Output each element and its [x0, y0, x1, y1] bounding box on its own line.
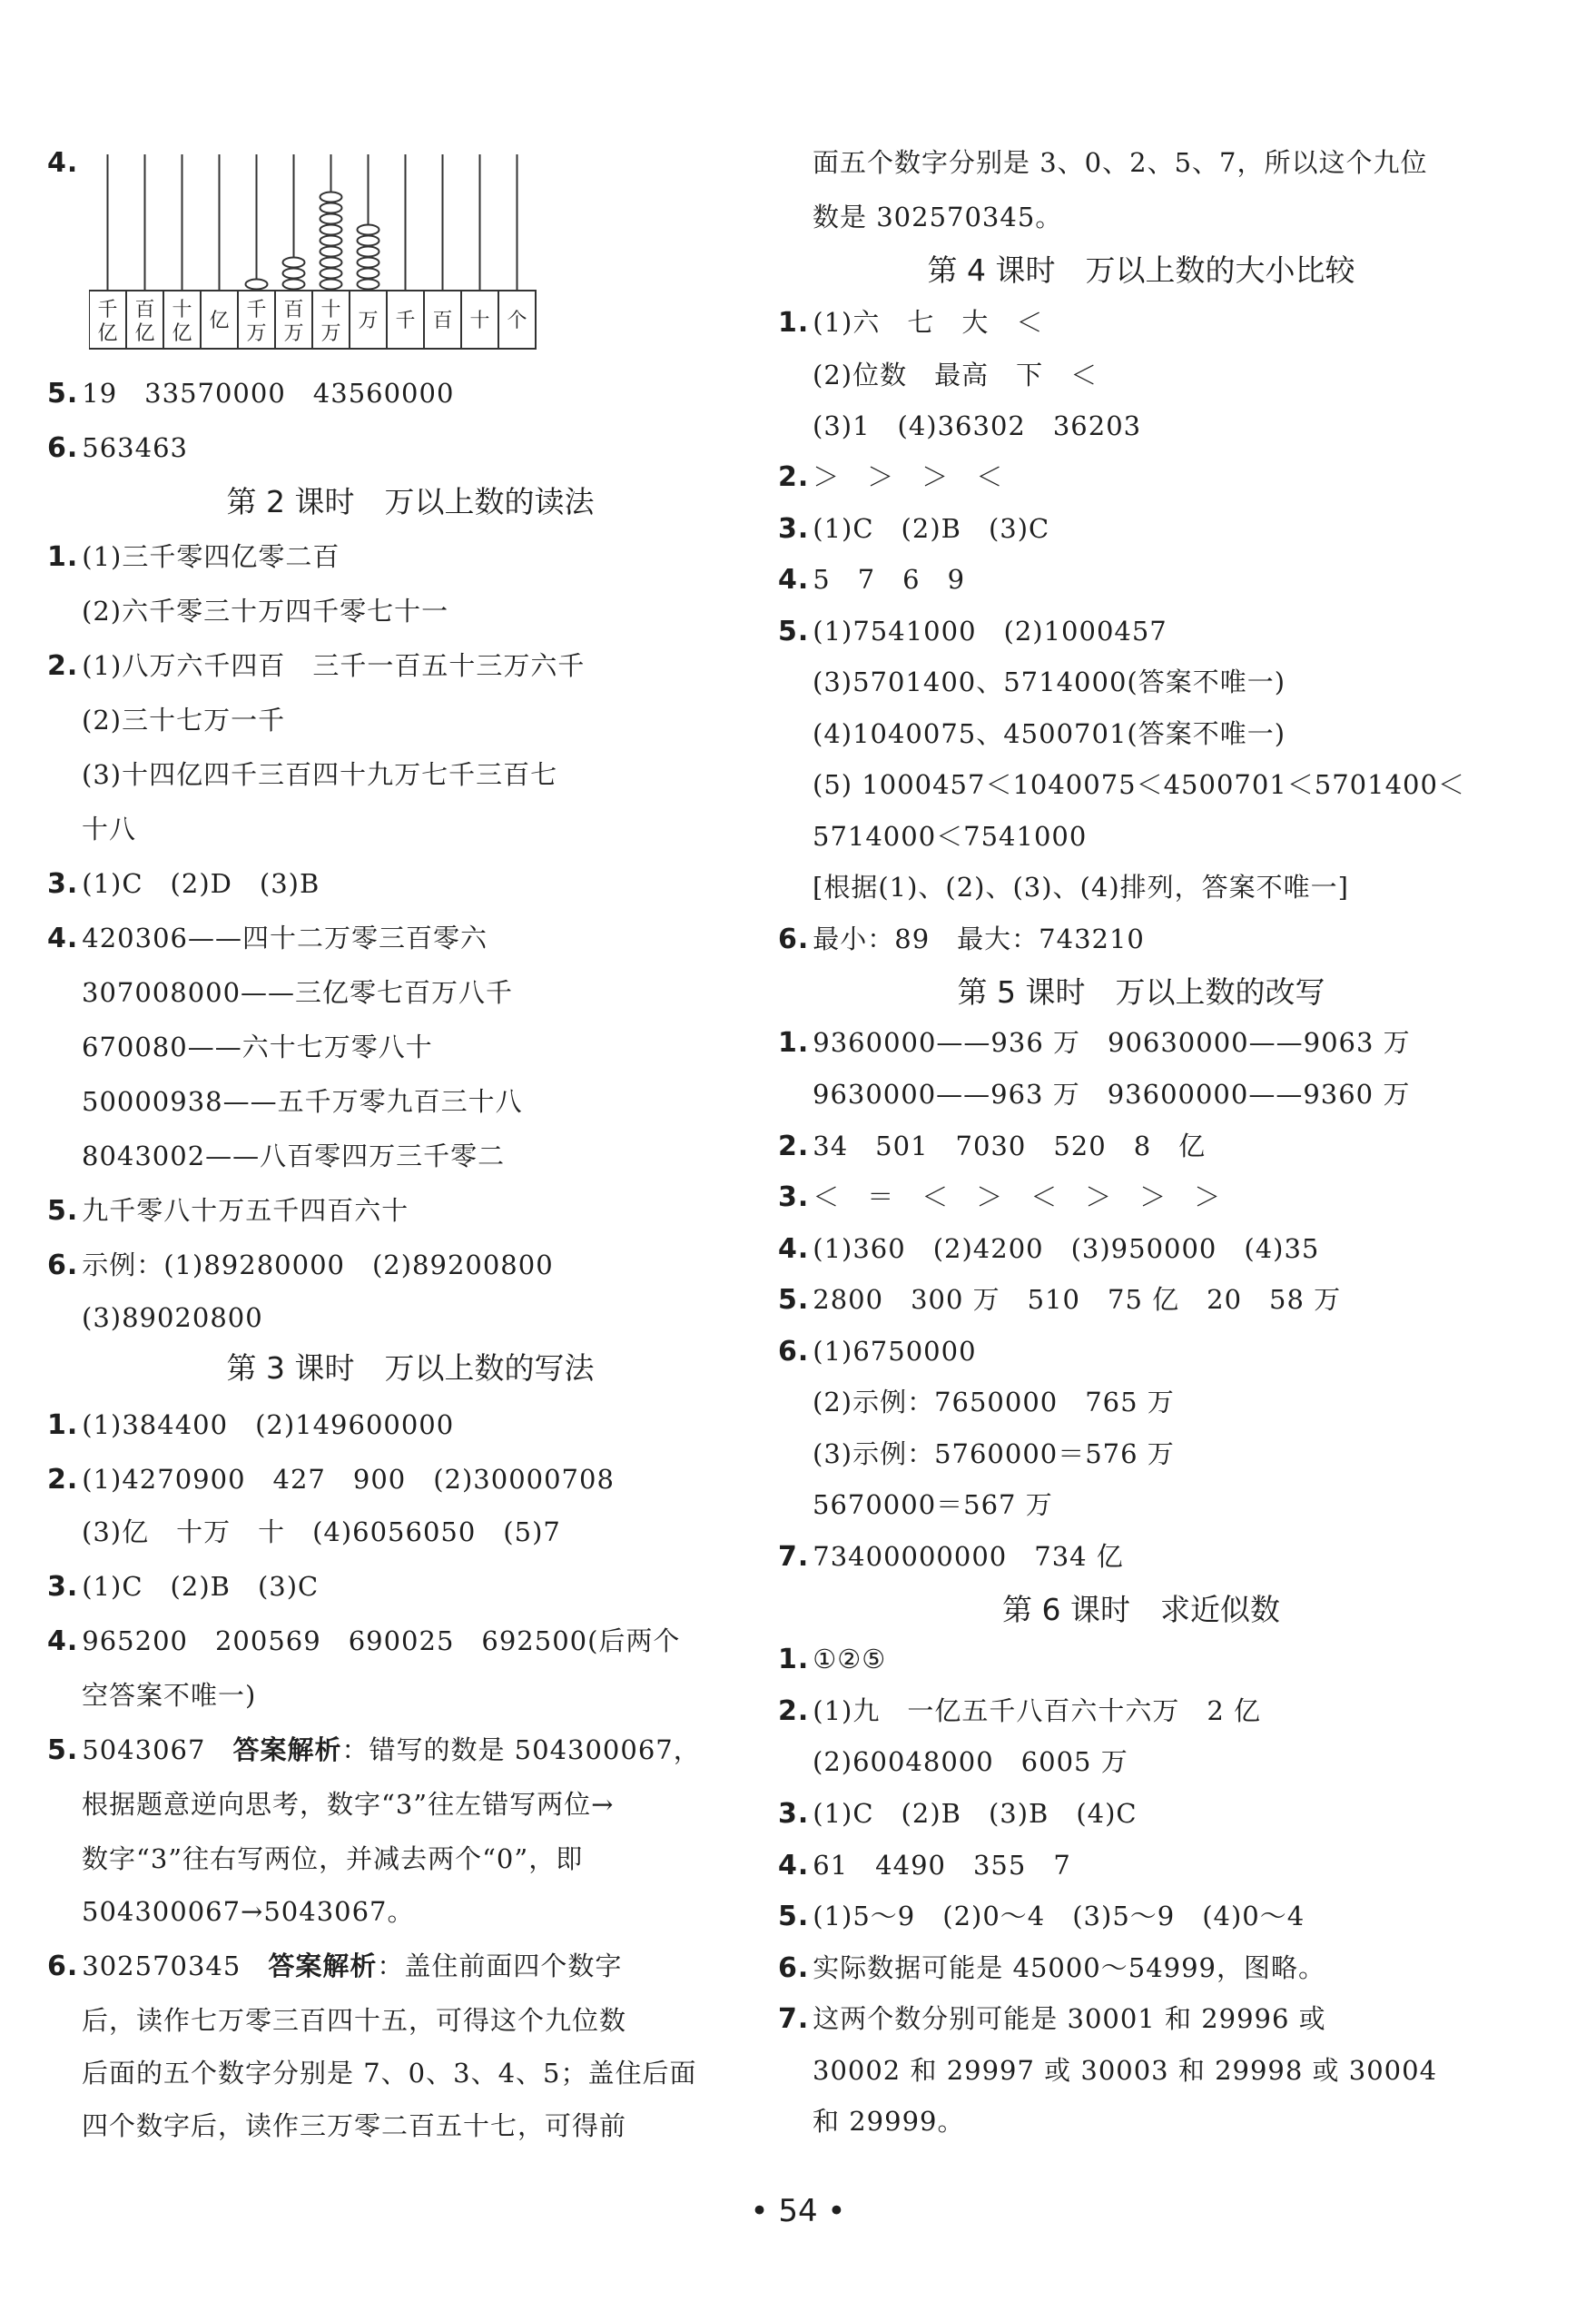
s2-q4-line: 307008000——三亿零七百万八千: [82, 977, 514, 1008]
s6-question-3: 3. (1)C (2)B (3)B (4)C: [778, 1798, 1138, 1830]
abacus-place-label: 亿: [172, 322, 192, 345]
continued-line: 数是 302570345。: [813, 202, 1063, 232]
s4-question-1: 1. (1)六 七 大 ＜: [778, 307, 1044, 339]
abacus-place-label: 百: [283, 299, 304, 321]
right-column: [778, 0, 1504, 2321]
s4-q5-line: (4)1040075、4500701(答案不唯一): [813, 718, 1286, 749]
abacus-bead: [320, 269, 342, 279]
s2-question-5: 5. 九千零八十万五千四百六十: [47, 1195, 409, 1227]
s6-question-4: 4. 61 4490 355 7: [778, 1850, 1071, 1881]
s6-question-1: 1. ①②⑤: [778, 1644, 887, 1675]
s4-question-4: 4. 5 7 6 9: [778, 564, 966, 596]
question-5: 5. 19 33570000 43560000: [47, 378, 455, 410]
s6-question-6: 6. 实际数据可能是 45000～54999，图略。: [778, 1952, 1326, 1984]
s6-question-7: 7. 这两个数分别可能是 30001 和 29996 或: [778, 2003, 1326, 2035]
s5-question-5: 5. 2800 300 万 510 75 亿 20 58 万: [778, 1284, 1342, 1316]
s3-question-6: 6. 302570345 答案解析：盖住前面四个数字: [47, 1951, 623, 1982]
s5-q6-line: 5670000＝567 万: [813, 1489, 1053, 1520]
page-number: • 54 •: [750, 2193, 846, 2229]
s5-q6-line: (2)示例：7650000 765 万: [813, 1387, 1175, 1417]
abacus-bead: [358, 225, 379, 235]
s4-q5-line: 5714000＜7541000: [813, 821, 1088, 852]
s5-question-7: 7. 73400000000 734 亿: [778, 1541, 1124, 1573]
section-title-lesson-3: 第 3 课时 万以上数的写法: [226, 1350, 595, 1386]
s5-q6-line: (3)示例：5760000＝576 万: [813, 1438, 1175, 1469]
s2-question-4: 4. 420306——四十二万零三百零六: [47, 923, 488, 954]
s3-question-3: 3. (1)C (2)B (3)C: [47, 1571, 320, 1603]
s4-q5-line: [根据(1)、(2)、(3)、(4)排列，答案不唯一]: [813, 872, 1349, 903]
s2-q4-line: 8043002——八百零四万三千零二: [82, 1141, 506, 1171]
abacus-place-label: 亿: [134, 322, 155, 345]
s3-question-2: 2. (1)4270900 427 900 (2)30000708: [47, 1464, 615, 1496]
abacus-bead: [320, 236, 342, 246]
s2-q4-line: 670080——六十七万零八十: [82, 1032, 433, 1062]
abacus-bead: [246, 280, 268, 290]
s6-q2-line: (2)60048000 6005 万: [813, 1746, 1128, 1777]
s6-question-5: 5. (1)5～9 (2)0～4 (3)5～9 (4)0～4: [778, 1901, 1305, 1932]
abacus-place-label: 万: [246, 322, 267, 345]
section-title-lesson-5: 第 5 课时 万以上数的改写: [957, 974, 1325, 1010]
s4-question-6: 6. 最小：89 最大：743210: [778, 923, 1145, 955]
answer-analysis-label: 答案解析: [268, 1951, 378, 1981]
s2-question-6: 6. 示例：(1)89280000 (2)89200800: [47, 1249, 554, 1281]
abacus-bead: [283, 280, 305, 290]
question-4: 4.: [47, 147, 79, 179]
s6-question-2: 2. (1)九 一亿五千八百六十六万 2 亿: [778, 1695, 1262, 1727]
s2-question-1: 1. (1)三千零四亿零二百: [47, 541, 340, 573]
s6-q7-line: 30002 和 29997 或 30003 和 29998 或 30004: [813, 2055, 1438, 2086]
continued-line: 面五个数字分别是 3、0、2、5、7，所以这个九位: [813, 147, 1428, 178]
abacus-place-label: 千: [97, 299, 118, 321]
abacus-bead: [358, 247, 379, 257]
abacus-bead: [283, 258, 305, 268]
s2-q2-line: (2)三十七万一千: [82, 705, 286, 736]
abacus-bead: [320, 203, 342, 213]
answer-analysis-label: 答案解析: [232, 1734, 342, 1765]
abacus-place-label: 万: [358, 310, 379, 332]
section-title-lesson-2: 第 2 课时 万以上数的读法: [226, 484, 595, 519]
s2-q4-line: 50000938——五千万零九百三十八: [82, 1086, 523, 1117]
abacus-place-label: 千: [395, 310, 416, 332]
abacus-bead: [358, 236, 379, 246]
s4-question-2: 2. ＞ ＞ ＞ ＜: [778, 461, 1004, 493]
abacus-place-label: 个: [507, 310, 527, 332]
abacus-place-label: 十: [469, 310, 490, 332]
s5-question-3: 3. ＜ ＝ ＜ ＞ ＜ ＞ ＞ ＞: [778, 1181, 1222, 1213]
abacus-diagram: [89, 154, 561, 354]
section-title-lesson-6: 第 6 课时 求近似数: [1002, 1592, 1280, 1627]
abacus-bead: [283, 269, 305, 279]
s4-question-5: 5. (1)7541000 (2)1000457: [778, 616, 1167, 647]
s3-q2-line: (3)亿 十万 十 (4)6056050 (5)7: [82, 1516, 561, 1547]
s3-question-1: 1. (1)384400 (2)149600000: [47, 1409, 455, 1441]
abacus-place-label: 百: [134, 299, 155, 321]
abacus-bead: [320, 225, 342, 235]
abacus-place-label: 十: [320, 299, 341, 321]
s3-q6-line: 后，读作七万零三百四十五，可得这个九位数: [82, 2005, 627, 2036]
abacus-place-label: 亿: [209, 310, 230, 332]
abacus-bead: [358, 269, 379, 279]
abacus-place-label: 亿: [97, 322, 118, 345]
s3-q4-line: 空答案不唯一): [82, 1680, 257, 1711]
s2-q6-line: (3)89020800: [82, 1302, 263, 1333]
s4-q5-line: (3)5701400、5714000(答案不唯一): [813, 667, 1286, 697]
abacus-bead: [358, 258, 379, 268]
s2-q2-line: (3)十四亿四千三百四十九万七千三百七: [82, 759, 558, 790]
s5-question-4: 4. (1)360 (2)4200 (3)950000 (4)35: [778, 1233, 1320, 1265]
s4-q1-line: (2)位数 最高 下 ＜: [813, 360, 1098, 390]
s5-question-1: 1. 9360000——936 万 90630000——9063 万: [778, 1027, 1411, 1059]
s2-question-2: 2. (1)八万六千四百 三千一百五十三万六千: [47, 650, 586, 682]
abacus-bead: [320, 247, 342, 257]
s5-q1-line: 9630000——963 万 93600000——9360 万: [813, 1079, 1411, 1110]
s3-q5-line: 根据题意逆向思考，数字“3”往左错写两位→: [82, 1789, 615, 1820]
abacus-place-label: 百: [432, 310, 453, 332]
s2-question-3: 3. (1)C (2)D (3)B: [47, 868, 320, 900]
abacus-place-label: 千: [246, 299, 267, 321]
s3-q5-line: 数字“3”往右写两位，并减去两个“0”，即: [82, 1843, 584, 1874]
abacus-place-label: 十: [172, 299, 192, 321]
s2-q1-line: (2)六千零三十万四千零七十一: [82, 596, 449, 627]
s4-q1-line: (3)1 (4)36302 36203: [813, 410, 1142, 441]
abacus-bead: [320, 214, 342, 224]
abacus-place-label: 万: [320, 322, 341, 345]
abacus-bead: [320, 193, 342, 202]
question-6: 6. 563463: [47, 432, 188, 464]
s3-q6-line: 四个数字后，读作三万零二百五十七，可得前: [82, 2110, 627, 2141]
s4-q5-line: (5) 1000457＜1040075＜4500701＜5701400＜: [813, 769, 1465, 800]
s5-question-2: 2. 34 501 7030 520 8 亿: [778, 1131, 1207, 1162]
abacus-bead: [358, 280, 379, 290]
s5-question-6: 6. (1)6750000: [778, 1336, 977, 1368]
section-title-lesson-4: 第 4 课时 万以上数的大小比较: [927, 252, 1355, 288]
s4-question-3: 3. (1)C (2)B (3)C: [778, 513, 1050, 545]
s2-q2-line: 十八: [82, 814, 137, 844]
s3-question-4: 4. 965200 200569 690025 692500(后两个: [47, 1625, 681, 1657]
s3-q6-line: 后面的五个数字分别是 7、0、3、4、5；盖住后面: [82, 2058, 697, 2089]
s6-q7-line: 和 29999。: [813, 2106, 965, 2137]
s3-question-5: 5. 5043067 答案解析：错写的数是 504300067，: [47, 1734, 701, 1766]
abacus-bead: [320, 258, 342, 268]
s3-q5-line: 504300067→5043067。: [82, 1896, 415, 1927]
abacus-bead: [320, 280, 342, 290]
abacus-place-label: 万: [283, 322, 304, 345]
left-column: [47, 0, 773, 2321]
